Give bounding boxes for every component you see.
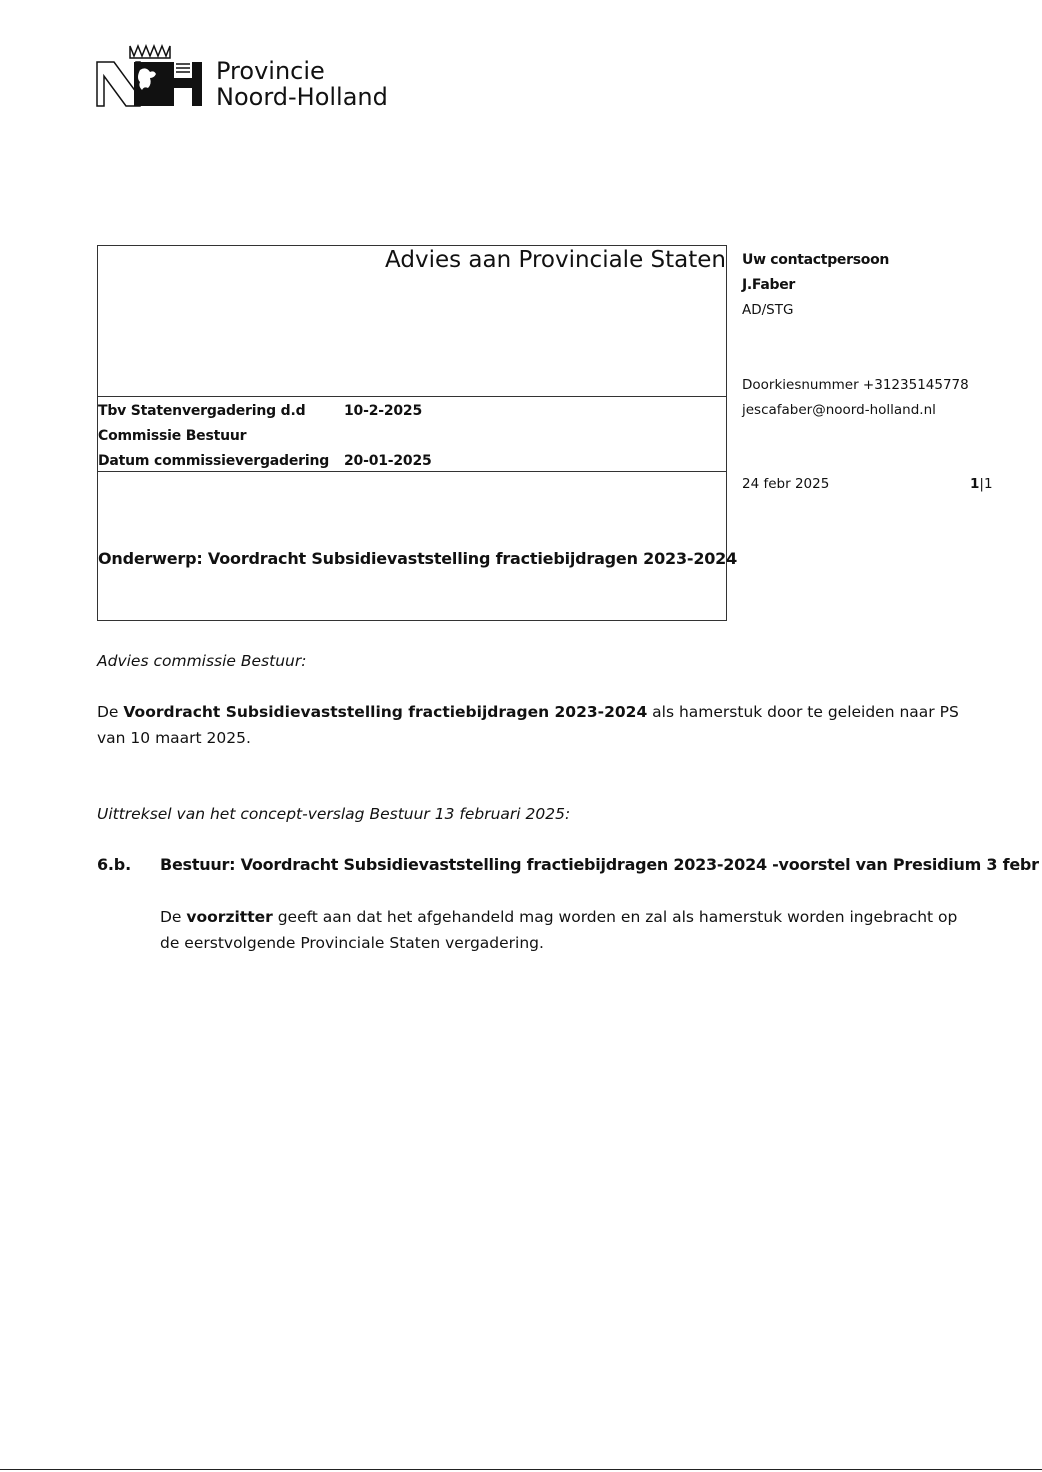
contact-phone: Doorkiesnummer +31235145778	[742, 377, 969, 393]
document-date: 24 febr 2025	[742, 476, 830, 492]
meta-row-statenvergadering	[98, 403, 423, 419]
advice-text: De	[97, 703, 124, 721]
logo-line1: Provincie	[216, 57, 325, 85]
meta-value: 20-01-2025	[344, 453, 432, 469]
advice-paragraph-line2: van 10 maart 2025.	[97, 729, 251, 747]
coat-of-arms-icon	[96, 44, 208, 110]
item-bold: voorzitter	[186, 908, 273, 926]
logo-line2: Noord-Holland	[216, 83, 388, 111]
page-number	[970, 476, 993, 492]
logo-wordmark	[216, 58, 388, 110]
frame-divider	[98, 396, 726, 397]
page-total: |1	[979, 476, 993, 492]
contact-heading: Uw contactpersoon	[742, 252, 890, 268]
meta-row-datum-commissie	[98, 453, 432, 469]
item-title: Bestuur: Voordracht Subsidievaststelling fractiebijdragen 2023-2024 -voorstel van Presidium 3 febr	[160, 855, 1039, 874]
item-number: 6.b.	[97, 855, 131, 874]
contact-email: jescafaber@noord-holland.nl	[742, 402, 936, 418]
advice-paragraph-line1	[97, 699, 959, 725]
advice-bold: Voordracht Subsidievaststelling fractiebijdragen 2023-2024	[123, 703, 648, 721]
item-text-post: geeft aan dat het afgehandeld mag worden en zal als hamerstuk worden ingebracht op	[272, 908, 958, 926]
item-paragraph-line2: de eerstvolgende Provinciale Staten vergadering.	[160, 934, 544, 952]
meta-value: 10-2-2025	[344, 403, 423, 419]
frame-divider	[98, 471, 726, 472]
document-title: Advies aan Provinciale Staten	[385, 247, 726, 273]
page-bottom-rule	[0, 1469, 1042, 1470]
meta-label: Datum commissievergadering	[98, 453, 330, 469]
meta-row-commissie	[98, 428, 246, 444]
contact-name: J.Faber	[742, 277, 796, 293]
province-logo	[96, 44, 416, 110]
contact-department: AD/STG	[742, 302, 794, 318]
item-text: De	[160, 908, 187, 926]
extract-heading: Uittreksel van het concept-verslag Bestuur 13 februari 2025:	[97, 805, 571, 823]
advice-text-post: als hamerstuk door te geleiden naar PS	[647, 703, 959, 721]
meta-label: Tbv Statenvergadering d.d	[98, 403, 306, 419]
meta-label: Commissie Bestuur	[98, 428, 247, 444]
item-paragraph-line1	[160, 904, 957, 930]
page-current: 1	[970, 476, 980, 492]
advice-heading: Advies commissie Bestuur:	[97, 652, 307, 670]
document-info-frame	[97, 245, 738, 621]
document-subject: Onderwerp: Voordracht Subsidievaststelling fractiebijdragen 2023-2024	[98, 549, 738, 568]
